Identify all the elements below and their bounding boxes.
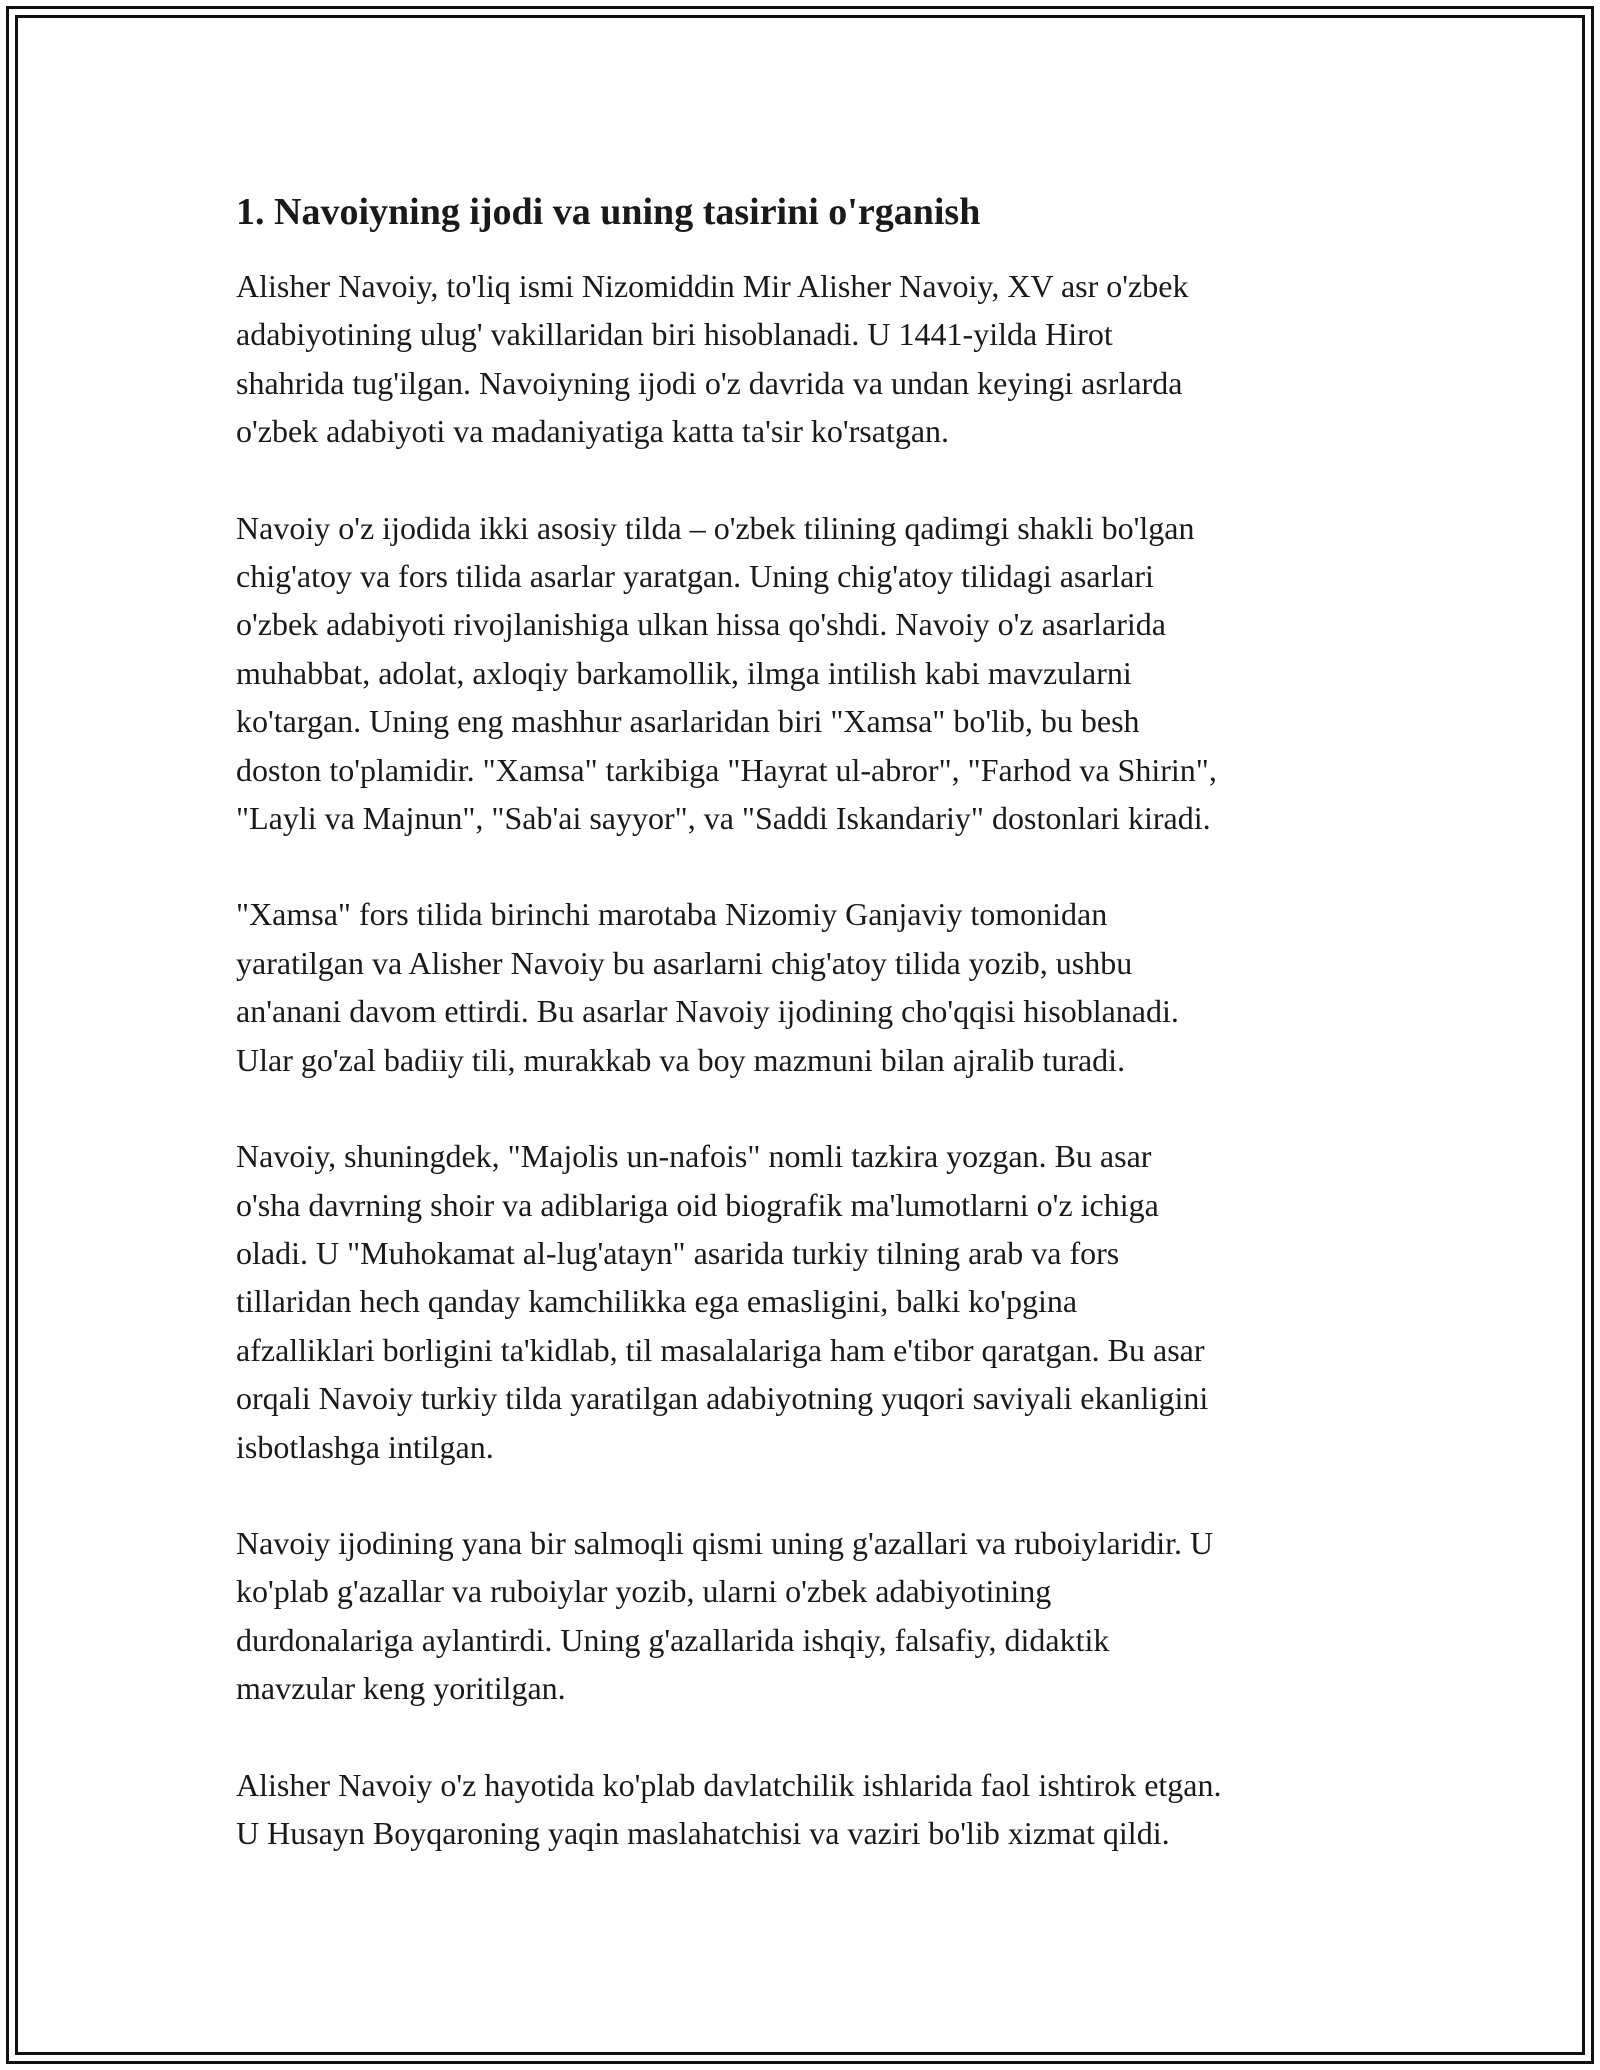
paragraph-6	[236, 1761, 1386, 1858]
text-line: isbotlashga intilgan.	[236, 1428, 494, 1465]
text-line: Alisher Navoiy o'z hayotida ko'plab davlatchilik ishlarida faol ishtirok etgan.	[236, 1766, 1222, 1803]
text-line: Alisher Navoiy, to'liq ismi Nizomiddin Mir Alisher Navoiy, XV asr o'zbek	[236, 268, 1189, 304]
text-line: o'zbek adabiyoti va madaniyatiga katta ta'sir ko'rsatgan.	[236, 413, 950, 450]
text-line: tillaridan hech qanday kamchilikka ega emasligini, balki ko'pgina	[236, 1283, 1078, 1320]
text-line: muhabbat, adolat, axloqiy barkamollik, ilmga intilish kabi mavzularni	[236, 654, 1132, 691]
text-line: oladi. U "Muhokamat al-lug'atayn" asarida turkiy tilning arab va fors	[236, 1234, 1120, 1271]
document-body	[236, 188, 1386, 1905]
text-line: Navoiy, shuningdek, "Majolis un-nafois" nomli tazkira yozgan. Bu asar	[236, 1138, 1152, 1175]
text-line: yaratilgan va Alisher Navoiy bu asarlarni chig'atoy tilida yozib, ushbu	[236, 944, 1133, 981]
text-line: mavzular keng yoritilgan.	[236, 1670, 566, 1707]
text-line: afzalliklari borligini ta'kidlab, til masalalariga ham e'tibor qaratgan. Bu asar	[236, 1331, 1205, 1368]
paragraph-2	[236, 504, 1386, 843]
text-line: ko'targan. Uning eng mashhur asarlaridan biri "Xamsa" bo'lib, bu besh	[236, 703, 1140, 740]
paragraph-4	[236, 1132, 1386, 1471]
text-line: Navoiy o'z ijodida ikki asosiy tilda – o'zbek tilining qadimgi shakli bo'lgan	[236, 509, 1195, 546]
text-line: o'sha davrning shoir va adiblariga oid biografik ma'lumotlarni o'z ichiga	[236, 1186, 1159, 1223]
text-line: an'anani davom ettirdi. Bu asarlar Navoiy ijodining cho'qqisi hisoblanadi.	[236, 993, 1179, 1030]
text-line: "Xamsa" fors tilida birinchi marotaba Nizomiy Ganjaviy tomonidan	[236, 896, 1108, 933]
text-line: chig'atoy va fors tilida asarlar yaratgan. Uning chig'atoy tilidagi asarlari	[236, 558, 1154, 595]
text-line: "Layli va Majnun", "Sab'ai sayyor", va "Saddi Iskandariy" dostonlari kiradi.	[236, 800, 1211, 837]
text-line: Ular go'zal badiiy tili, murakkab va boy mazmuni bilan ajralib turadi.	[236, 1041, 1126, 1078]
paragraph-3	[236, 890, 1386, 1084]
text-line: U Husayn Boyqaroning yaqin maslahatchisi va vaziri bo'lib xizmat qildi.	[236, 1814, 1170, 1851]
text-line: ko'plab g'azallar va ruboiylar yozib, ularni o'zbek adabiyotining	[236, 1573, 1052, 1610]
paragraph-5	[236, 1519, 1386, 1713]
text-line: doston to'plamidir. "Xamsa" tarkibiga "Hayrat ul-abror", "Farhod va Shirin",	[236, 751, 1217, 788]
text-line: o'zbek adabiyoti rivojlanishiga ulkan hissa qo'shdi. Navoiy o'z asarlarida	[236, 606, 1166, 643]
text-line: orqali Navoiy turkiy tilda yaratilgan adabiyotning yuqori saviyali ekanligini	[236, 1380, 1209, 1417]
text-line: shahrida tug'ilgan. Navoiyning ijodi o'z davrida va undan keyingi asrlarda	[236, 364, 1183, 401]
text-line: durdonalariga aylantirdi. Uning g'azallarida ishqiy, falsafiy, didaktik	[236, 1621, 1110, 1658]
paragraph-1	[236, 262, 1386, 456]
document-title: 1. Navoiyning ijodi va uning tasirini o'rganish	[236, 191, 981, 233]
text-line: Navoiy ijodining yana bir salmoqli qismi uning g'azallari va ruboiylaridir. U	[236, 1524, 1214, 1561]
text-line: adabiyotining ulug' vakillaridan biri hisoblanadi. U 1441-yilda Hirot	[236, 316, 1113, 353]
